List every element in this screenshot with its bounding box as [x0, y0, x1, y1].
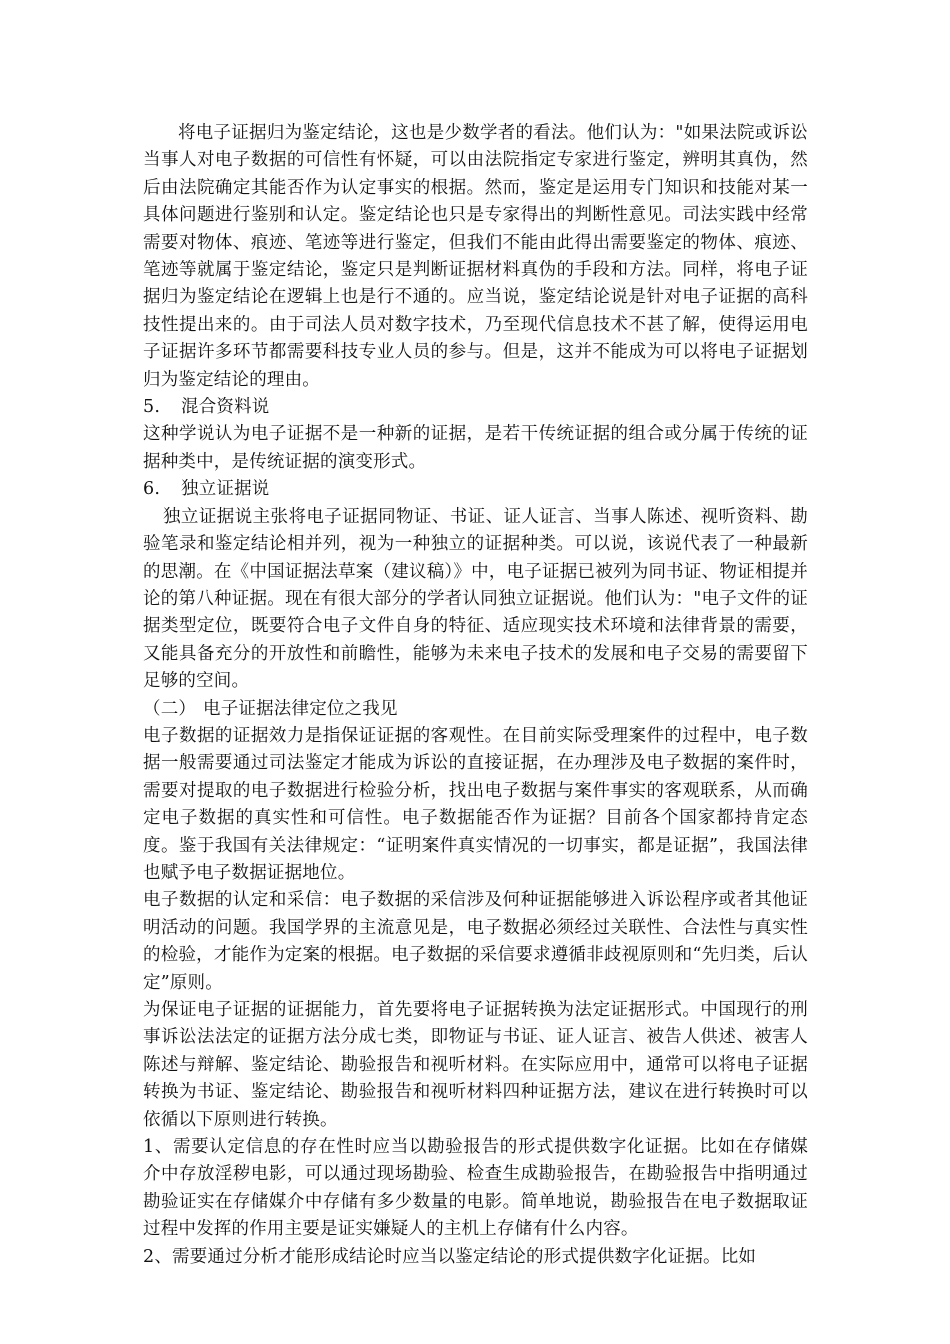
- section-number: 6.: [143, 479, 161, 500]
- section-number: 5.: [143, 397, 161, 418]
- paragraph-principle-2: 2、需要通过分析才能形成结论时应当以鉴定结论的形式提供数字化证据。比如: [143, 1246, 757, 1267]
- section-heading-5: [143, 394, 808, 421]
- section-title: 混合资料说: [181, 397, 270, 418]
- paragraph-principle-1: 1、需要认定信息的存在性时应当以勘验报告的形式提供数字化证据。比如在存储媒介中存放淫秽电影，可以通过现场勘验、检查生成勘验报告，在勘验报告中指明通过勘验证实在存储媒介中存储有多少数量的电影。简单地说，勘验报告在电子数据取证过程中发挥的作用主要是证实嫌疑人的主机上存储有什么内容。: [143, 1137, 808, 1240]
- section-title: 独立证据说: [181, 479, 270, 500]
- section-title: 电子证据法律定位之我见: [203, 698, 398, 719]
- paragraph-evidence-effect: 电子数据的证据效力是指保证证据的客观性。在目前实际受理案件的过程中，电子数据一般需要通过司法鉴定才能成为诉讼的直接证据，在办理涉及电子数据的案件时，需要对提取的电子数据进行检验分析，找出电子数据与案件事实的客观联系，从而确定电子数据的真实性和可信性。电子数据能否作为证据？目前各个国家都持肯定态度。鉴于我国有关法律规定：“证明案件真实情况的一切事实，都是证据”，我国法律也赋予电子数据证据地位。: [143, 725, 808, 883]
- section-heading-6: [143, 476, 808, 503]
- section-heading-2: [143, 696, 808, 723]
- section-number: （二）: [143, 698, 197, 719]
- paragraph-forensic-conclusion-view: 将电子证据归为鉴定结论，这也是少数学者的看法。他们认为："如果法院或诉讼当事人对电子数据的可信性有怀疑，可以由法院指定专家进行鉴定，辨明其真伪，然后由法院确定其能否作为认定事实的根据。然而，鉴定是运用专门知识和技能对某一具体问题进行鉴别和认定。鉴定结论也只是专家得出的判断性意见。司法实践中经常需要对物体、痕迹、笔迹等进行鉴定，但我们不能由此得出需要鉴定的物体、痕迹、笔迹等就属于鉴定结论，鉴定只是判断证据材料真伪的手段和方法。同样，将电子证据归为鉴定结论在逻辑上也是行不通的。应当说，鉴定结论说是针对电子证据的高科技性提出来的。由于司法人员对数字技术，乃至现代信息技术不甚了解，使得运用电子证据许多环节都需要科技专业人员的参与。但是，这并不能成为可以将电子证据划归为鉴定结论的理由。: [143, 123, 808, 390]
- paragraph-mixed-material-view: 这种学说认为电子证据不是一种新的证据，是若干传统证据的组合或分属于传统的证据种类中，是传统证据的演变形式。: [143, 424, 808, 472]
- paragraph-identification-adoption: 电子数据的认定和采信：电子数据的采信涉及何种证据能够进入诉讼程序或者其他证明活动的问题。我国学界的主流意见是，电子数据必须经过关联性、合法性与真实性的检验，才能作为定案的根据。电子数据的采信要求遵循非歧视原则和“先归类，后认定”原则。: [143, 890, 808, 993]
- paragraph-evidence-conversion: 为保证电子证据的证据能力，首先要将电子证据转换为法定证据形式。中国现行的刑事诉讼法法定的证据方法分成七类，即物证与书证、证人证言、被告人供述、被害人陈述与辩解、鉴定结论、勘验报告和视听材料。在实际应用中，通常可以将电子证据转换为书证、鉴定结论、勘验报告和视听材料四种证据方法，建议在进行转换时可以依循以下原则进行转换。: [143, 1000, 808, 1130]
- paragraph-independent-evidence-view: 独立证据说主张将电子证据同物证、书证、证人证言、当事人陈述、视听资料、勘验笔录和鉴定结论相并列，视为一种独立的证据种类。可以说，该说代表了一种最新的思潮。在《中国证据法草案（建议稿）》中，电子证据已被列为同书证、物证相提并论的第八种证据。现在有很大部分的学者认同独立证据说。他们认为："电子文件的证据类型定位，既要符合电子文件自身的特征、适应现实技术环境和法律背景的需要，又能具备充分的开放性和前瞻性，能够为未来电子技术的发展和电子交易的需要留下足够的空间。: [143, 506, 808, 692]
- document-body: [143, 120, 808, 1271]
